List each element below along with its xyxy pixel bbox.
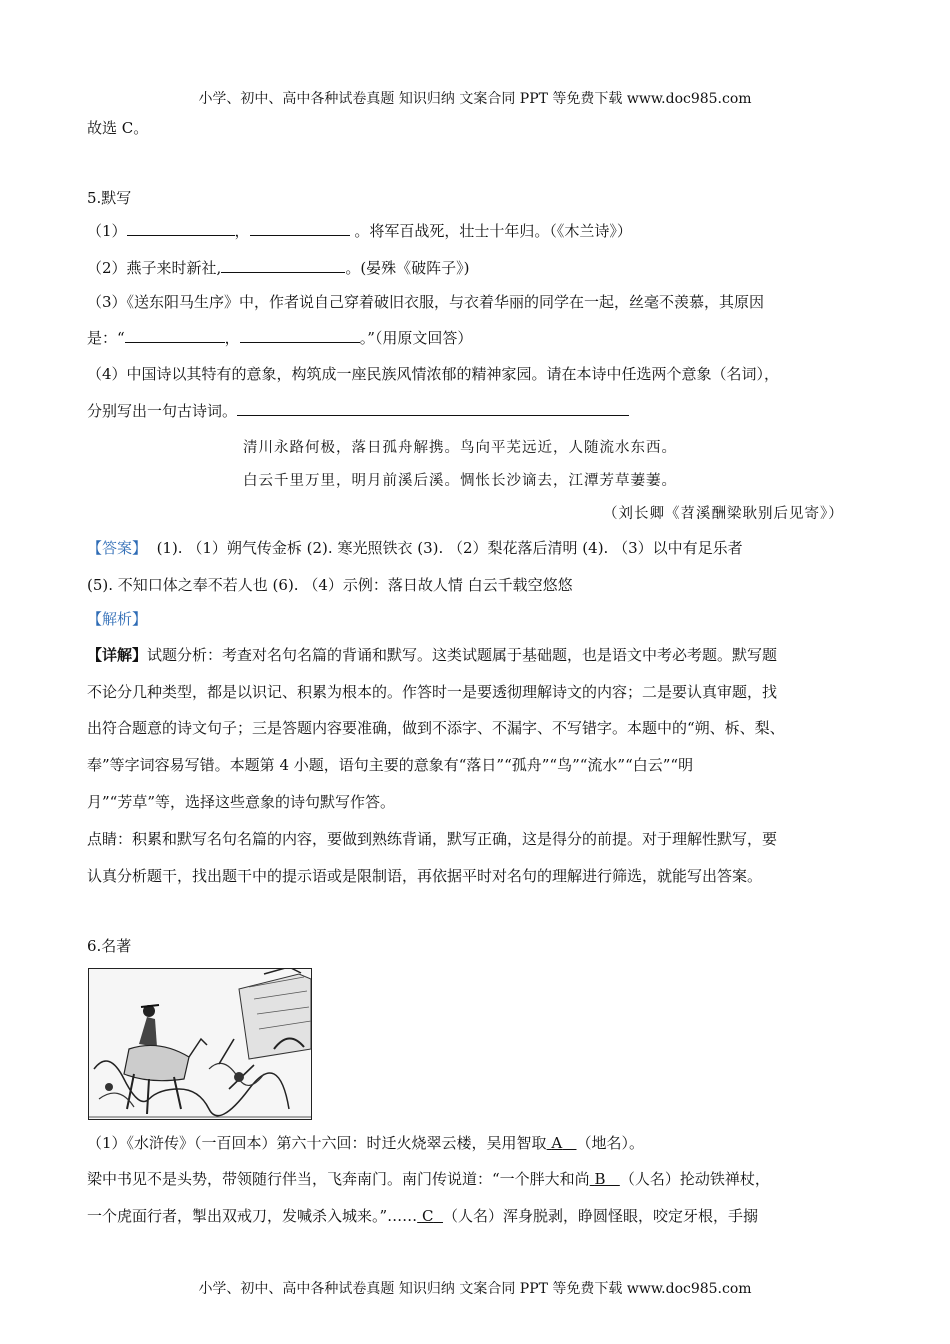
analysis-line-3: 出符合题意的诗文句子；三是答题内容要准确，做到不添字、不漏字、不写错字。本题中的“朔、柝、梨、: [87, 719, 785, 737]
blank: [125, 328, 225, 343]
previous-conclusion: 故选 C。: [87, 119, 149, 137]
analysis-label: 【解析】: [87, 610, 148, 628]
analysis-line-1: 【详解】试题分析：考查对名句名篇的背诵和默写。这类试题属于基础题，也是语文中考必考题。默写题: [87, 646, 778, 664]
analysis-line-5: 月”“芳草”等，选择这些意象的诗句默写作答。: [87, 793, 396, 811]
q5-item3-line2: 是：“ ， 。”（用原文回答）: [87, 329, 473, 347]
q6-title: 6.名著: [87, 937, 132, 955]
analysis-line-2: 不论分几种类型，都是以识记、积累为根本的。作答时一是要透彻理解诗文的内容；二是要认真审题，找: [87, 683, 778, 701]
q6-line-2: 梁中书见不是头势，带领随行伴当，飞奔南门。南门传说道：“一个胖大和尚 B （人名）抡动铁禅杖，: [87, 1170, 770, 1188]
page-header: 小学、初中、高中各种试卷真题 知识归纳 文案合同 PPT 等免费下载 www.doc985.com: [198, 91, 752, 107]
blank: [237, 401, 629, 416]
analysis-line-4: 奉”等字词容易写错。本题第 4 小题，语句主要的意象有“落日”“孤舟”“鸟”“流水”“白云”“明: [87, 756, 694, 774]
blank-c: C: [421, 1207, 434, 1225]
q5-item4-line2: 分别写出一句古诗词。: [87, 401, 629, 421]
q5-item2: （2）燕子来时新社, 。(晏殊《破阵子》): [87, 259, 470, 277]
q5-item1: （1） ， 。将军百战死，壮士十年归。（《木兰诗》）: [87, 222, 632, 240]
q5-title: 5.默写: [87, 189, 132, 207]
page-footer: 小学、初中、高中各种试卷真题 知识归纳 文案合同 PPT 等免费下载 www.doc985.com: [198, 1281, 752, 1297]
ink-drawing-icon: [89, 969, 311, 1119]
blank: [250, 221, 350, 236]
illustration-image: [88, 968, 312, 1120]
blank: [221, 258, 345, 273]
blank: [240, 328, 360, 343]
q5-item3-line1: （3）《送东阳马生序》中，作者说自己穿着破旧衣服，与衣着华丽的同学在一起，丝毫不羡慕，其原因: [87, 293, 765, 311]
poem-line-2: 白云千里万里，明月前溪后溪。惆怅长沙谪去，江潭芳草萋萋。: [243, 473, 677, 489]
q5-item4-line1: （4）中国诗以其特有的意象，构筑成一座民族风情浓郁的精神家园。请在本诗中任选两个意象（名词），: [87, 365, 780, 383]
q6-line-3: 一个虎面行者，掣出双戒刀，发喊杀入城来。”…… C （人名）浑身脱剥，睁圆怪眼，咬定牙根，手搦: [87, 1207, 758, 1225]
poem-source: （刘长卿《苕溪酬梁耿别后见寄》）: [603, 506, 844, 522]
blank-b: B: [594, 1170, 606, 1188]
answer-line-2: (5). 不知口体之奉不若人也 (6). （4）示例：落日故人情 白云千载空悠悠: [87, 576, 573, 594]
blank: [127, 221, 235, 236]
tip-line-2: 认真分析题干，找出题干中的提示语或是限制语，再依据平时对名句的理解进行筛选，就能写出答案。: [87, 867, 763, 885]
blank-a: A: [551, 1134, 563, 1152]
answer-label: 【答案】: [87, 539, 148, 557]
tip-line-1: 点睛：积累和默写名句名篇的内容，要做到熟练背诵，默写正确，这是得分的前提。对于理解性默写，要: [87, 830, 778, 848]
q6-line-1: （1）《水浒传》（一百回本）第六十六回：时迁火烧翠云楼，吴用智取 A （地名）。: [87, 1134, 644, 1152]
poem-line-1: 清川永路何极，落日孤舟解携。鸟向平芜远近，人随流水东西。: [243, 440, 677, 456]
answer-line-1: 【答案】 (1). （1）朔气传金柝 (2). 寒光照铁衣 (3). （2）梨花落后清明 (4). （3）以中有足乐者: [87, 539, 743, 557]
